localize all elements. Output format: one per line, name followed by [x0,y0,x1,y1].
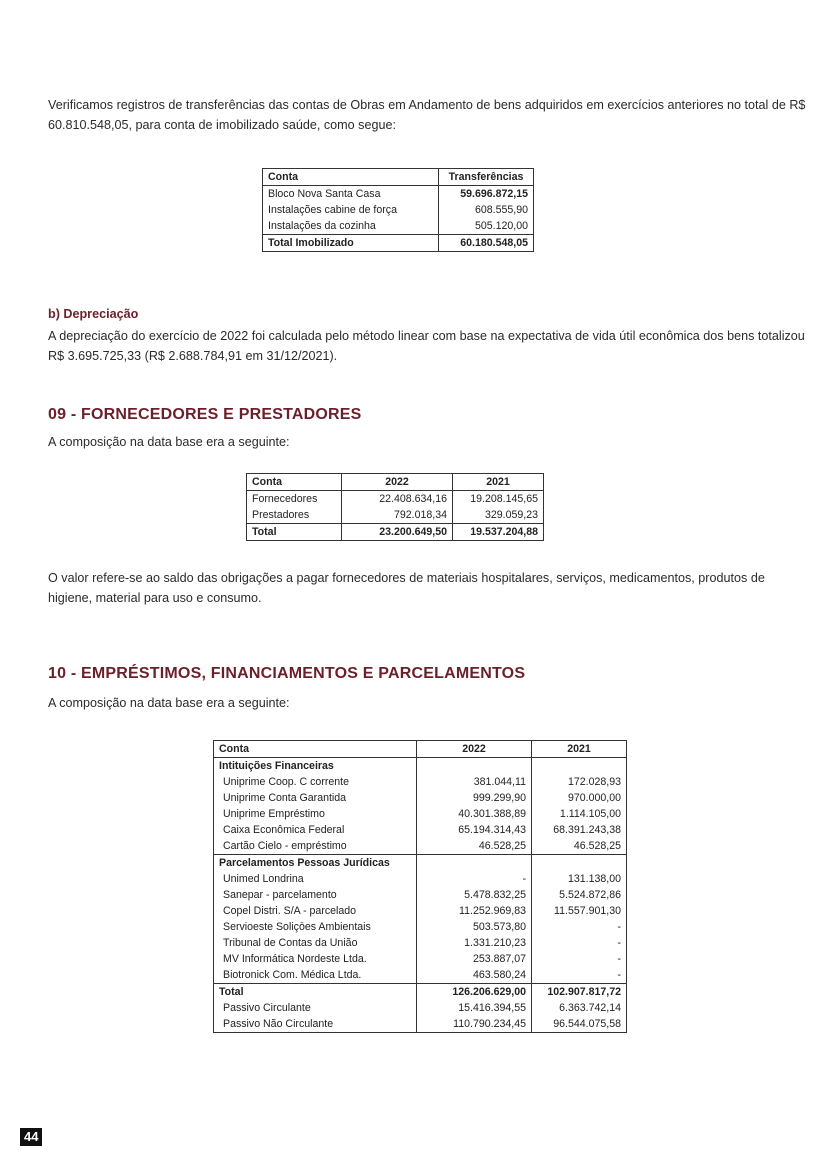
row-2021: 5.524.872,86 [532,887,627,903]
table-row [214,838,627,855]
table-row [214,774,627,790]
row-2022: 463.580,24 [417,967,532,984]
row-2022: 40.301.388,89 [417,806,532,822]
row-2022: 11.252.969,83 [417,903,532,919]
row-2022: - [417,871,532,887]
emprestimos-heading: 10 - EMPRÉSTIMOS, FINANCIAMENTOS E PARCELAMENTOS [48,665,526,682]
table-row [247,507,544,524]
total-row [247,524,544,541]
total-row [263,235,534,252]
row-label: Sanepar - parcelamento [214,887,417,903]
table-row [214,1000,627,1016]
row-2022: 46.528,25 [417,838,532,855]
row-2022: 381.044,11 [417,774,532,790]
row-2021: 1.114.105,00 [532,806,627,822]
depreciacao-text: A depreciação do exercício de 2022 foi calculada pelo método linear com base na expectativa de vida útil econômica dos bens totalizou R$ 3.695.725,33 (R$ 2.688.784,91 em 31/12/2021). [48,329,805,363]
row-label: Tribunal de Contas da União [214,935,417,951]
row-label: Biotronick Com. Médica Ltda. [214,967,417,984]
fornecedores-note: O valor refere-se ao saldo das obrigações a pagar fornecedores de materiais hospitalares, serviços, medicamentos, produtos de higiene, material para uso e consumo. [48,571,765,605]
transfer-table [262,168,534,252]
transfer-header-value: Transferências [439,169,534,186]
emprestimos-table [213,740,627,1033]
row-2021: 11.557.901,30 [532,903,627,919]
total-2021: 19.537.204,88 [453,524,544,541]
table-row [214,935,627,951]
table-row [214,806,627,822]
header-2021: 2021 [532,741,627,758]
row-label: Prestadores [247,507,342,524]
table-row [214,919,627,935]
total-2022: 126.206.629,00 [417,984,532,1001]
row-label: Fornecedores [247,491,342,508]
row-label: Bloco Nova Santa Casa [263,186,439,203]
row-label: Uniprime Conta Garantida [214,790,417,806]
row-2021: 329.059,23 [453,507,544,524]
table-row [214,871,627,887]
row-2022: 110.790.234,45 [417,1016,532,1033]
total-2021: 102.907.817,72 [532,984,627,1001]
section-title: Intituições Financeiras [214,758,417,775]
row-label: Servioeste Soliçōes Ambientais [214,919,417,935]
row-2022: 5.478.832,25 [417,887,532,903]
row-2021: 6.363.742,14 [532,1000,627,1016]
row-value: 505.120,00 [439,218,534,235]
row-label: Instalações cabine de força [263,202,439,218]
row-label: Passivo Não Circulante [214,1016,417,1033]
row-2021: 68.391.243,38 [532,822,627,838]
row-2022: 22.408.634,16 [342,491,453,508]
table-row [247,491,544,508]
row-value: 608.555,90 [439,202,534,218]
row-label: Copel Distri. S/A - parcelado [214,903,417,919]
header-conta: Conta [214,741,417,758]
row-label: Instalações da cozinha [263,218,439,235]
section-row [214,855,627,872]
row-2021: 131.138,00 [532,871,627,887]
row-label: MV Informática Nordeste Ltda. [214,951,417,967]
table-row [214,790,627,806]
row-2021: 172.028,93 [532,774,627,790]
header-2022: 2022 [342,474,453,491]
row-2021: 19.208.145,65 [453,491,544,508]
total-row [214,984,627,1001]
row-value: 59.696.872,15 [439,186,534,203]
row-2021: 46.528,25 [532,838,627,855]
row-2021: - [532,967,627,984]
section-row [214,758,627,775]
total-value: 60.180.548,05 [439,235,534,252]
table-row [214,822,627,838]
row-2022: 999.299,90 [417,790,532,806]
total-label: Total Imobilizado [263,235,439,252]
row-label: Uniprime Coop. C corrente [214,774,417,790]
row-label: Passivo Circulante [214,1000,417,1016]
row-label: Caixa Econômica Federal [214,822,417,838]
row-2021: - [532,919,627,935]
depreciacao-title: b) Depreciação [48,307,139,321]
table-row [263,218,534,235]
table-row [263,186,534,203]
row-2022: 1.331.210,23 [417,935,532,951]
row-label: Unimed Londrina [214,871,417,887]
transfer-paragraph: Verificamos registros de transferências das contas de Obras em Andamento de bens adquiridos em exercícios anteriores no total de R$ 60.810.548,05, para conta de imobilizado saúde, como segue: [48,98,806,132]
page-number: 44 [20,1128,42,1146]
row-2022: 503.573,80 [417,919,532,935]
row-2021: - [532,951,627,967]
fornecedores-intro: A composição na data base era a seguinte: [48,435,290,449]
row-label: Cartão Cielo - empréstimo [214,838,417,855]
row-2022: 792.018,34 [342,507,453,524]
table-row [214,1016,627,1033]
row-2021: 970.000,00 [532,790,627,806]
row-2022: 15.416.394,55 [417,1000,532,1016]
table-row [214,903,627,919]
fornecedores-table [246,473,544,541]
row-2022: 253.887,07 [417,951,532,967]
header-2022: 2022 [417,741,532,758]
header-2021: 2021 [453,474,544,491]
fornecedores-heading: 09 - FORNECEDORES E PRESTADORES [48,406,362,423]
total-label: Total [214,984,417,1001]
total-label: Total [247,524,342,541]
section-title: Parcelamentos Pessoas Jurídicas [214,855,417,872]
transfer-header-conta: Conta [263,169,439,186]
header-conta: Conta [247,474,342,491]
table-row [214,951,627,967]
total-2022: 23.200.649,50 [342,524,453,541]
row-2022: 65.194.314,43 [417,822,532,838]
row-2021: - [532,935,627,951]
table-row [214,887,627,903]
table-row [214,967,627,984]
row-label: Uniprime Empréstimo [214,806,417,822]
emprestimos-intro: A composição na data base era a seguinte: [48,696,290,710]
row-2021: 96.544.075,58 [532,1016,627,1033]
table-row [263,202,534,218]
